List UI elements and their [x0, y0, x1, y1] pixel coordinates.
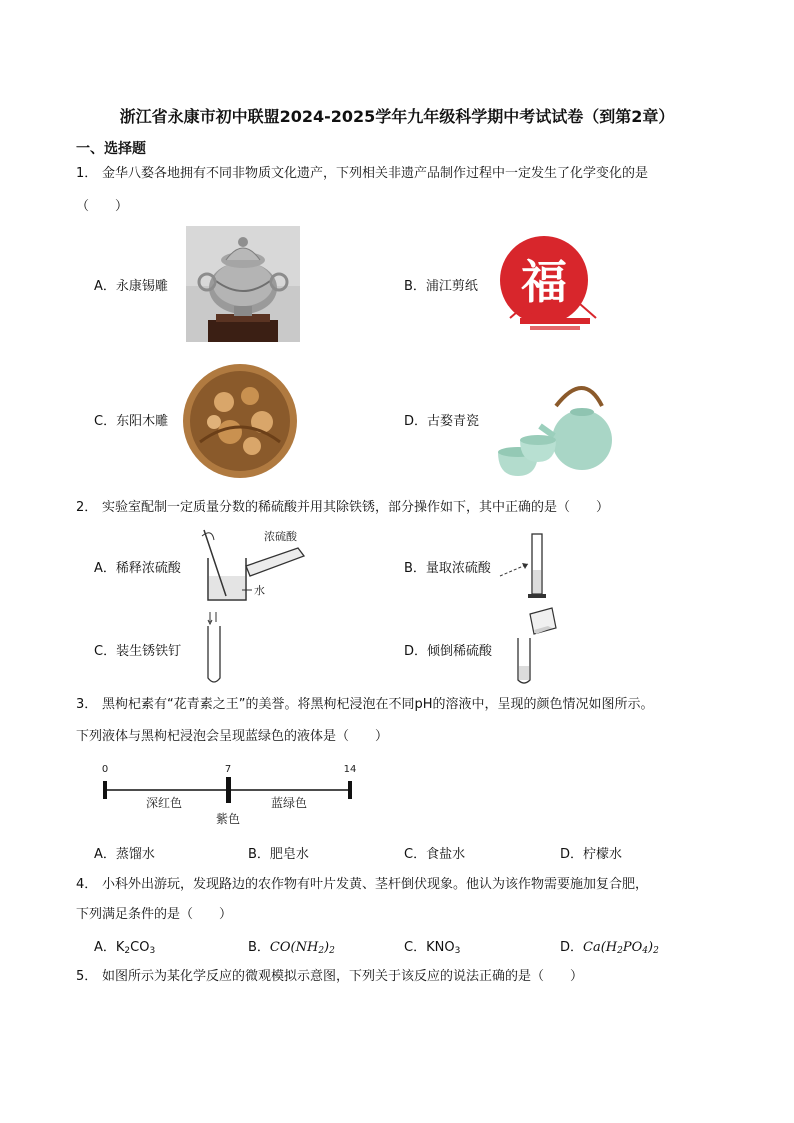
option-c[interactable]: C．东阳木雕	[94, 414, 169, 429]
question-4-line2: 下列满足条件的是（ ）	[76, 907, 233, 922]
ph-scale-diagram	[96, 760, 366, 828]
question-2	[76, 497, 736, 519]
option-d[interactable]: D．倾倒稀硫酸	[404, 644, 493, 659]
question-3-line2: 下列液体与黑枸杞浸泡会呈现蓝绿色的液体是（ ）	[76, 729, 389, 744]
option-d[interactable]: D．古婺青瓷	[404, 414, 480, 429]
option-b[interactable]: B．浦江剪纸	[404, 279, 478, 294]
tick-7: 7	[224, 764, 232, 775]
question-3	[76, 694, 736, 716]
measure-acid-diagram	[498, 530, 558, 602]
option-b[interactable]: B．$CO(NH_2)_2$	[248, 940, 335, 956]
question-text: 小科外出游玩，发现路边的农作物有叶片发黄、茎杆倒伏现象。他认为该作物需要施加复合肥，	[102, 877, 649, 892]
question-text: 实验室配制一定质量分数的稀硫酸并用其除铁锈，部分操作如下，其中正确的是（ ）	[102, 500, 610, 515]
rusty-nail-diagram	[200, 610, 230, 686]
question-number: 5．	[76, 969, 98, 984]
question-number: 3．	[76, 697, 98, 712]
papercut-character: 福	[521, 255, 567, 309]
option-b[interactable]: B．肥皂水	[248, 847, 309, 862]
option-c[interactable]: C．$KNO_3$	[404, 940, 461, 956]
wood-carving-image	[180, 362, 300, 480]
label-deep-red: 深红色	[145, 796, 183, 810]
question-number: 1．	[76, 166, 98, 181]
option-d[interactable]: D．$Ca(H_2PO_4)_2$	[560, 940, 659, 956]
question-number: 2．	[76, 500, 98, 515]
label-blue-green: 蓝绿色	[270, 796, 308, 810]
label-water: 水	[254, 584, 265, 597]
pour-acid-diagram	[508, 606, 560, 686]
option-a[interactable]: A．蒸馏水	[94, 847, 155, 862]
page-title: 浙江省永康市初中联盟2024-2025学年九年级科学期中考试试卷（到第2章）	[119, 107, 675, 126]
option-c[interactable]: C．食盐水	[404, 847, 466, 862]
dilute-acid-diagram	[198, 526, 310, 606]
question-text: 如图所示为某化学反应的微观模拟示意图，下列关于该反应的说法正确的是（ ）	[102, 969, 584, 984]
tin-carving-image	[186, 226, 300, 342]
question-text: 金华八婺各地拥有不同非物质文化遗产，下列相关非遗产品制作过程中一定发生了化学变化的是	[102, 166, 649, 181]
paper-cut-image	[490, 226, 604, 342]
section-heading: 一、选择题	[76, 141, 146, 157]
option-a[interactable]: A．永康锡雕	[94, 279, 168, 294]
question-1	[76, 163, 736, 185]
option-d[interactable]: D．柠檬水	[560, 847, 623, 862]
label-acid: 浓硫酸	[264, 530, 297, 543]
question-text: 黑枸杞素有“花青素之王”的美誉。将黑枸杞浸泡在不同pH的溶液中，呈现的颜色情况如图所示。	[102, 697, 654, 712]
tick-0: 0	[101, 764, 109, 775]
question-4	[76, 874, 736, 896]
tick-14: 14	[343, 764, 357, 775]
question-5	[76, 966, 736, 988]
label-purple: 紫色	[215, 812, 241, 826]
option-a[interactable]: A．稀释浓硫酸	[94, 561, 181, 576]
question-1-bracket: （ ）	[76, 199, 129, 214]
option-c[interactable]: C．装生锈铁钉	[94, 644, 182, 659]
question-number: 4．	[76, 877, 98, 892]
celadon-image	[494, 366, 618, 482]
option-b[interactable]: B．量取浓硫酸	[404, 561, 491, 576]
option-a[interactable]: A．$K_2CO_3$	[94, 940, 156, 956]
